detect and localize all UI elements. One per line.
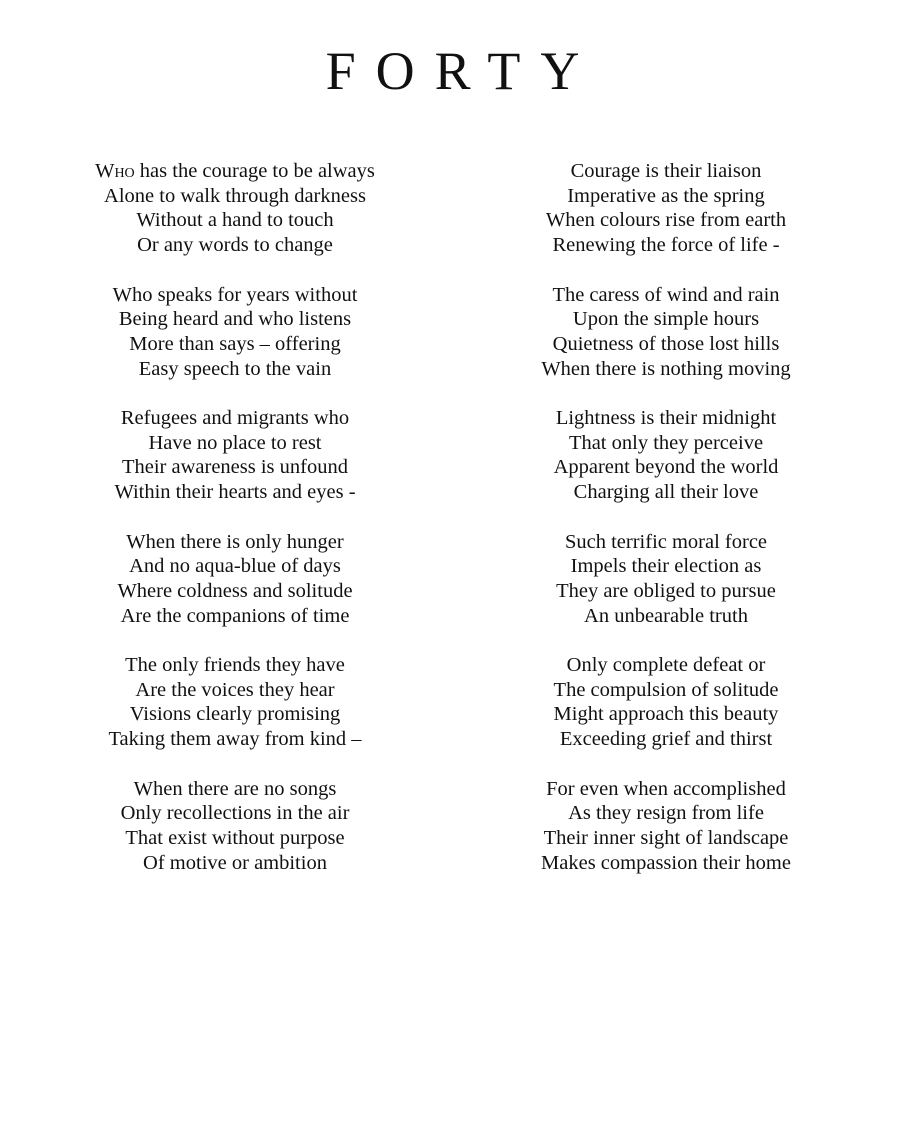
stanza xyxy=(35,406,435,505)
poem-line: When there are no songs xyxy=(133,777,337,800)
poem-line: Lightness is their midnight xyxy=(555,407,777,429)
poem-line: Makes compassion their home xyxy=(541,851,791,874)
poem-line: Renewing the force of life - xyxy=(552,234,780,257)
poem-line: Such terrific moral force xyxy=(564,530,768,553)
poem-line: For even when accomplished xyxy=(546,777,786,800)
poem-line: That exist without purpose xyxy=(125,826,345,849)
poem-line: Apparent beyond the world xyxy=(553,456,779,479)
stanza xyxy=(466,406,866,505)
poem-line: Alone to walk through darkness xyxy=(104,184,366,207)
poem-line: Refugees and migrants who xyxy=(120,407,350,429)
poem-line: Of motive or ambition xyxy=(143,851,327,874)
poem-line: Imperative as the spring xyxy=(567,184,765,207)
poem-line: When there is nothing moving xyxy=(541,357,791,380)
opening-word: Who xyxy=(95,160,135,182)
poem-line: Taking them away from kind – xyxy=(108,728,362,751)
poem-line: Impels their election as xyxy=(570,555,762,578)
poem-line: Are the companions of time xyxy=(120,604,350,627)
poem-line xyxy=(35,159,435,184)
poem-line: An unbearable truth xyxy=(584,604,748,627)
poem-line: The caress of wind and rain xyxy=(552,283,780,306)
poem-line: Charging all their love xyxy=(573,481,759,504)
stanza xyxy=(466,653,866,752)
left-column xyxy=(35,159,435,900)
poem-line: Who speaks for years without xyxy=(112,283,358,306)
poem-line: Their inner sight of landscape xyxy=(543,826,789,849)
poem-line: The compulsion of solitude xyxy=(553,678,779,701)
stanza xyxy=(466,777,866,876)
poem-line: The only friends they have xyxy=(125,654,345,676)
poem-line-text: has the courage to be always xyxy=(139,160,375,182)
poem-line: When there is only hunger xyxy=(126,530,344,553)
poem-title: FORTY xyxy=(325,41,600,101)
right-column xyxy=(466,159,866,900)
poem-line: Only complete defeat or xyxy=(566,654,766,676)
poem-line: Without a hand to touch xyxy=(136,209,334,232)
poem-line: Their awareness is unfound xyxy=(121,456,348,479)
stanza xyxy=(35,653,435,752)
poem-line: More than says – offering xyxy=(129,332,341,355)
stanza xyxy=(35,777,435,876)
poem-line: Only recollections in the air xyxy=(120,802,350,825)
poem-line: Easy speech to the vain xyxy=(138,357,332,380)
stanza xyxy=(466,159,866,258)
poem-line: And no aqua-blue of days xyxy=(129,555,341,578)
poem-line: That only they perceive xyxy=(568,431,764,454)
poem-line: As they resign from life xyxy=(568,802,764,825)
poem-line: Might approach this beauty xyxy=(553,703,779,726)
poem-line: Or any words to change xyxy=(137,234,333,257)
poem-line: Quietness of those lost hills xyxy=(552,332,780,355)
stanza xyxy=(35,283,435,382)
stanza xyxy=(35,530,435,629)
stanza xyxy=(466,283,866,382)
poem-line: Being heard and who listens xyxy=(118,308,352,331)
poem-line: Where coldness and solitude xyxy=(117,579,353,602)
stanza xyxy=(466,530,866,629)
poem-line: They are obliged to pursue xyxy=(556,579,776,602)
poem-line: Courage is their liaison xyxy=(570,160,762,182)
poem-line: Upon the simple hours xyxy=(572,308,760,331)
poem-line: When colours rise from earth xyxy=(545,209,787,232)
stanza xyxy=(35,159,435,258)
poem-line: Visions clearly promising xyxy=(129,703,341,726)
poem-line: Within their hearts and eyes - xyxy=(114,481,356,504)
poem-line: Exceeding grief and thirst xyxy=(559,728,773,751)
poem-line: Have no place to rest xyxy=(148,431,322,454)
poem-line: Are the voices they hear xyxy=(135,678,335,701)
